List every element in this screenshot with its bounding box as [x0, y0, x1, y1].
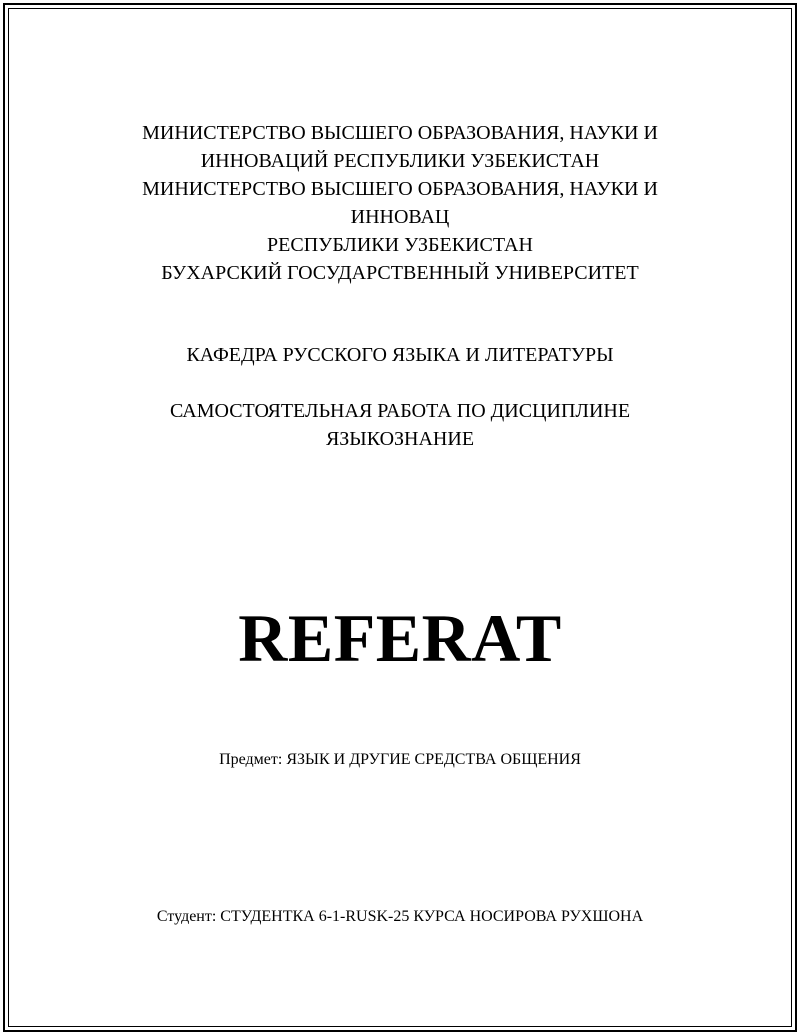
main-title: REFERAT: [238, 600, 562, 676]
header-line: ИННОВАЦ: [350, 206, 450, 228]
student-line: Студент: СТУДЕНТКА 6-1-RUSK-25 КУРСА НОСИРОВА РУХШОНА: [156, 908, 644, 925]
subject-line: Предмет: ЯЗЫК И ДРУГИЕ СРЕДСТВА ОБЩЕНИЯ: [219, 751, 581, 768]
discipline-line: САМОСТОЯТЕЛЬНАЯ РАБОТА ПО ДИСЦИПЛИНЕ: [169, 400, 631, 422]
discipline-line: ЯЗЫКОЗНАНИЕ: [325, 428, 475, 450]
discipline-block: [0, 397, 800, 453]
header-line: МИНИСТЕРСТВО ВЫСШЕГО ОБРАЗОВАНИЯ, НАУКИ И: [142, 178, 658, 200]
header-line: РЕСПУБЛИКИ УЗБЕКИСТАН: [267, 234, 533, 256]
department-name: КАФЕДРА РУССКОГО ЯЗЫКА И ЛИТЕРАТУРЫ: [186, 344, 614, 366]
institution-header: [0, 119, 800, 287]
header-line: ИННОВАЦИЙ РЕСПУБЛИКИ УЗБЕКИСТАН: [200, 150, 600, 172]
header-line: БУХАРСКИЙ ГОСУДАРСТВЕННЫЙ УНИВЕРСИТЕТ: [161, 262, 639, 284]
header-line: МИНИСТЕРСТВО ВЫСШЕГО ОБРАЗОВАНИЯ, НАУКИ И: [142, 122, 658, 144]
